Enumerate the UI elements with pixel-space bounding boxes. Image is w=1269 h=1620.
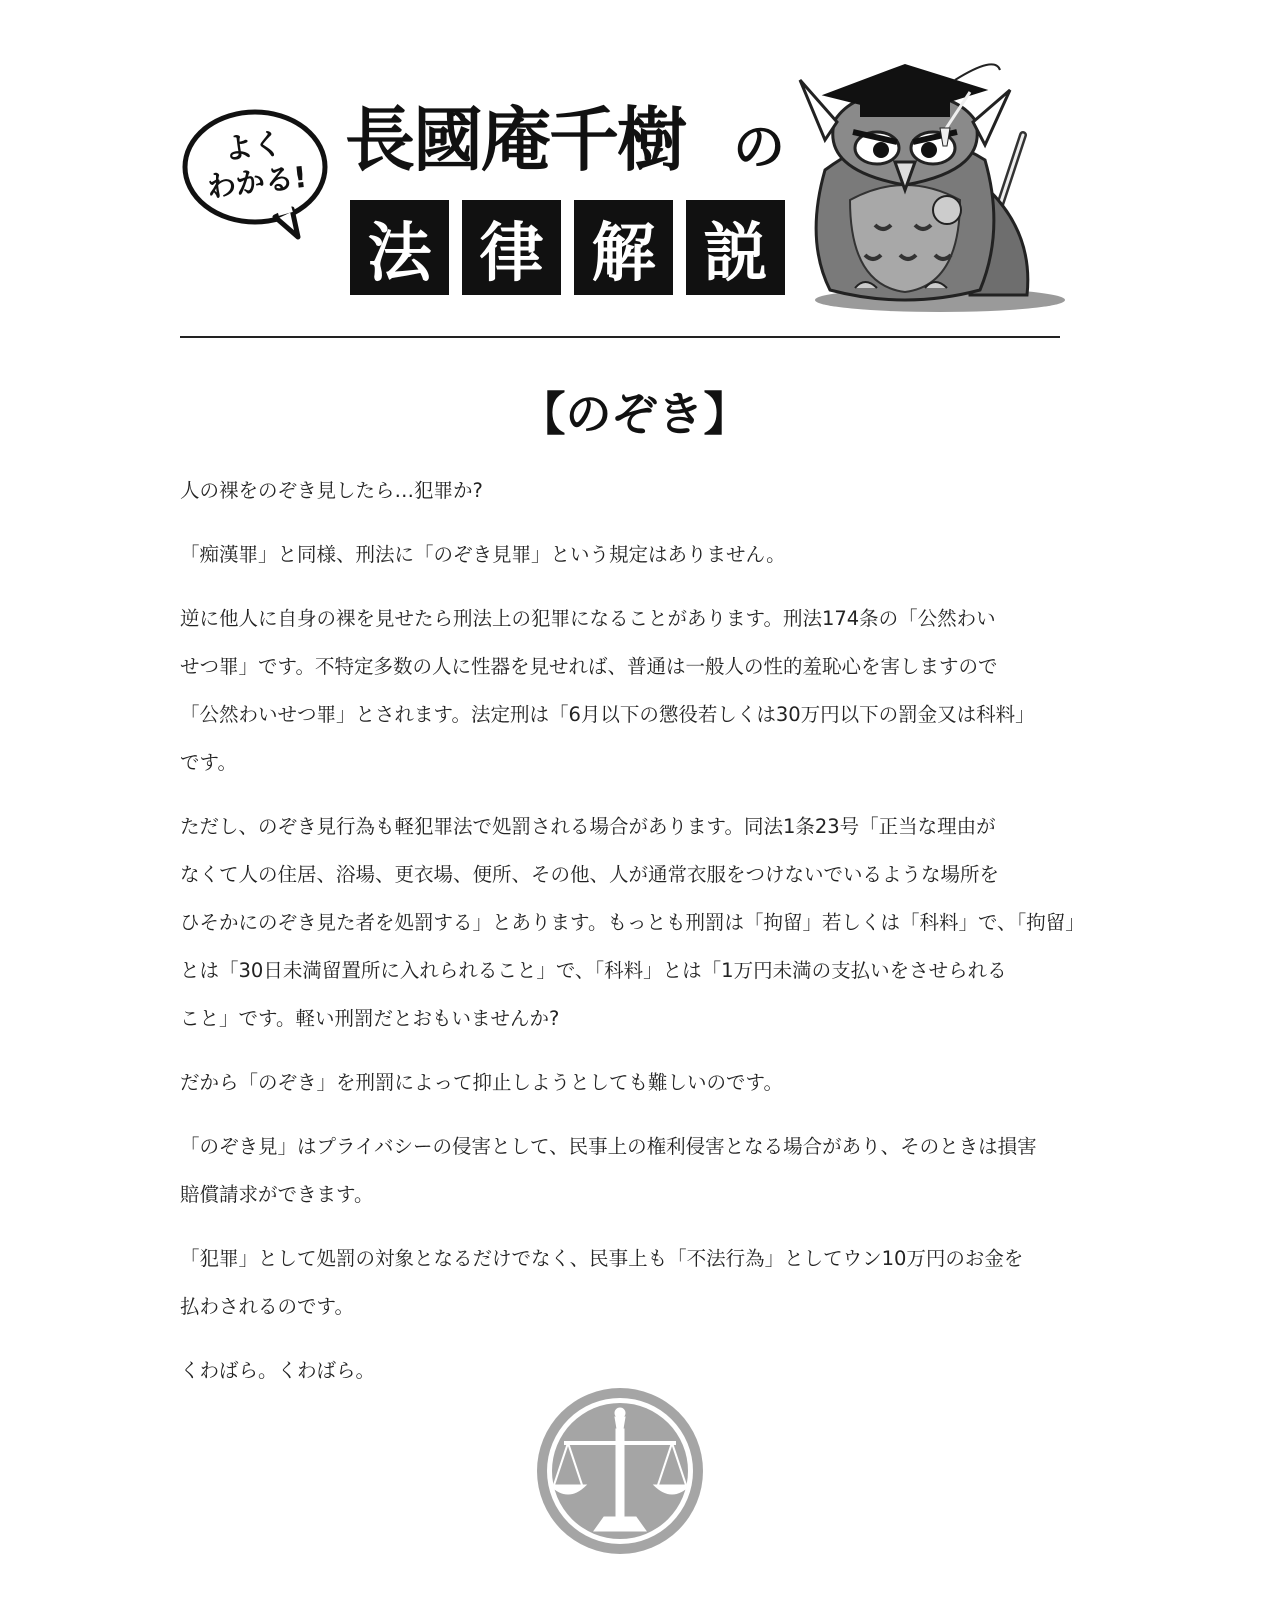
paragraph-line: くわばら。くわばら。 — [180, 1359, 376, 1382]
bubble-line-1: よく — [222, 126, 284, 167]
paragraph-line: 賠償請求ができます。 — [180, 1183, 374, 1206]
paragraph-line: 「犯罪」として処罰の対象となるだけでなく、民事上も「不法行為」としてウン10万円のお金を — [180, 1247, 1024, 1270]
paragraph-line: せつ罪」です。不特定多数の人に性器を見せれば、普通は一般人の性的羞恥心を害しますので — [180, 655, 998, 678]
header-divider — [180, 336, 1060, 338]
bubble-line-2: わかる! — [205, 159, 309, 205]
paragraph-line: 払わされるのです。 — [180, 1295, 354, 1318]
author-name: 長國庵千樹 — [345, 99, 685, 181]
paragraph-line: こと」です。軽い刑罰だとおもいませんか? — [180, 1007, 560, 1030]
paragraph-line: なくて人の住居、浴場、更衣場、便所、その他、人が通常衣服をつけないでいるような場所を — [180, 863, 1000, 886]
article-paragraph — [180, 595, 1060, 787]
title-box-3: 解 — [574, 200, 673, 295]
article-paragraph — [180, 531, 1060, 579]
article-title: 【のぞき】 — [519, 387, 750, 441]
title-box-4: 説 — [686, 200, 785, 295]
paragraph-line: とは「30日未満留置所に入れられること」で、「科料」とは「1万円未満の支払いをさせられる — [180, 959, 1007, 982]
paragraph-line: です。 — [180, 751, 237, 774]
title-box-2: 律 — [462, 200, 561, 295]
paragraph-line: 「公然わいせつ罪」とされます。法定刑は「6月以下の懲役若しくは30万円以下の罰金又は科料」 — [180, 703, 1035, 726]
article-paragraph — [180, 1059, 1060, 1107]
article-paragraph — [180, 803, 1085, 1043]
title-box-1: 法 — [350, 200, 449, 295]
owl-professor-icon — [795, 50, 1065, 320]
paragraph-line: 逆に他人に自身の裸を見せたら刑法上の犯罪になることがあります。刑法174条の「公然わい — [180, 607, 996, 630]
paragraph-line: 「痴漢罪」と同様、刑法に「のぞき見罪」という規定はありません。 — [180, 543, 786, 566]
series-title-boxes — [350, 200, 785, 295]
paragraph-line: だから「のぞき」を刑罰によって抑止しようとしても難しいのです。 — [180, 1071, 783, 1094]
paragraph-line: ただし、のぞき見行為も軽犯罪法で処罰される場合があります。同法1条23号「正当な理由が — [180, 815, 996, 838]
article-paragraph — [180, 467, 1060, 515]
article-paragraph — [180, 1235, 1060, 1331]
article-body — [180, 467, 1085, 1411]
title-particle: の — [733, 118, 786, 178]
header — [0, 0, 1269, 340]
scales-of-justice-icon — [534, 1385, 706, 1557]
article-paragraph — [180, 1123, 1060, 1219]
paragraph-line: ひそかにのぞき見た者を処罰する」とあります。もっとも刑罰は「拘留」若しくは「科料」で、「拘留」 — [180, 911, 1085, 934]
paragraph-line: 「のぞき見」はプライバシーの侵害として、民事上の権利侵害となる場合があり、そのときは損害 — [180, 1135, 1037, 1158]
paragraph-line: 人の裸をのぞき見したら…犯罪か? — [180, 479, 483, 502]
